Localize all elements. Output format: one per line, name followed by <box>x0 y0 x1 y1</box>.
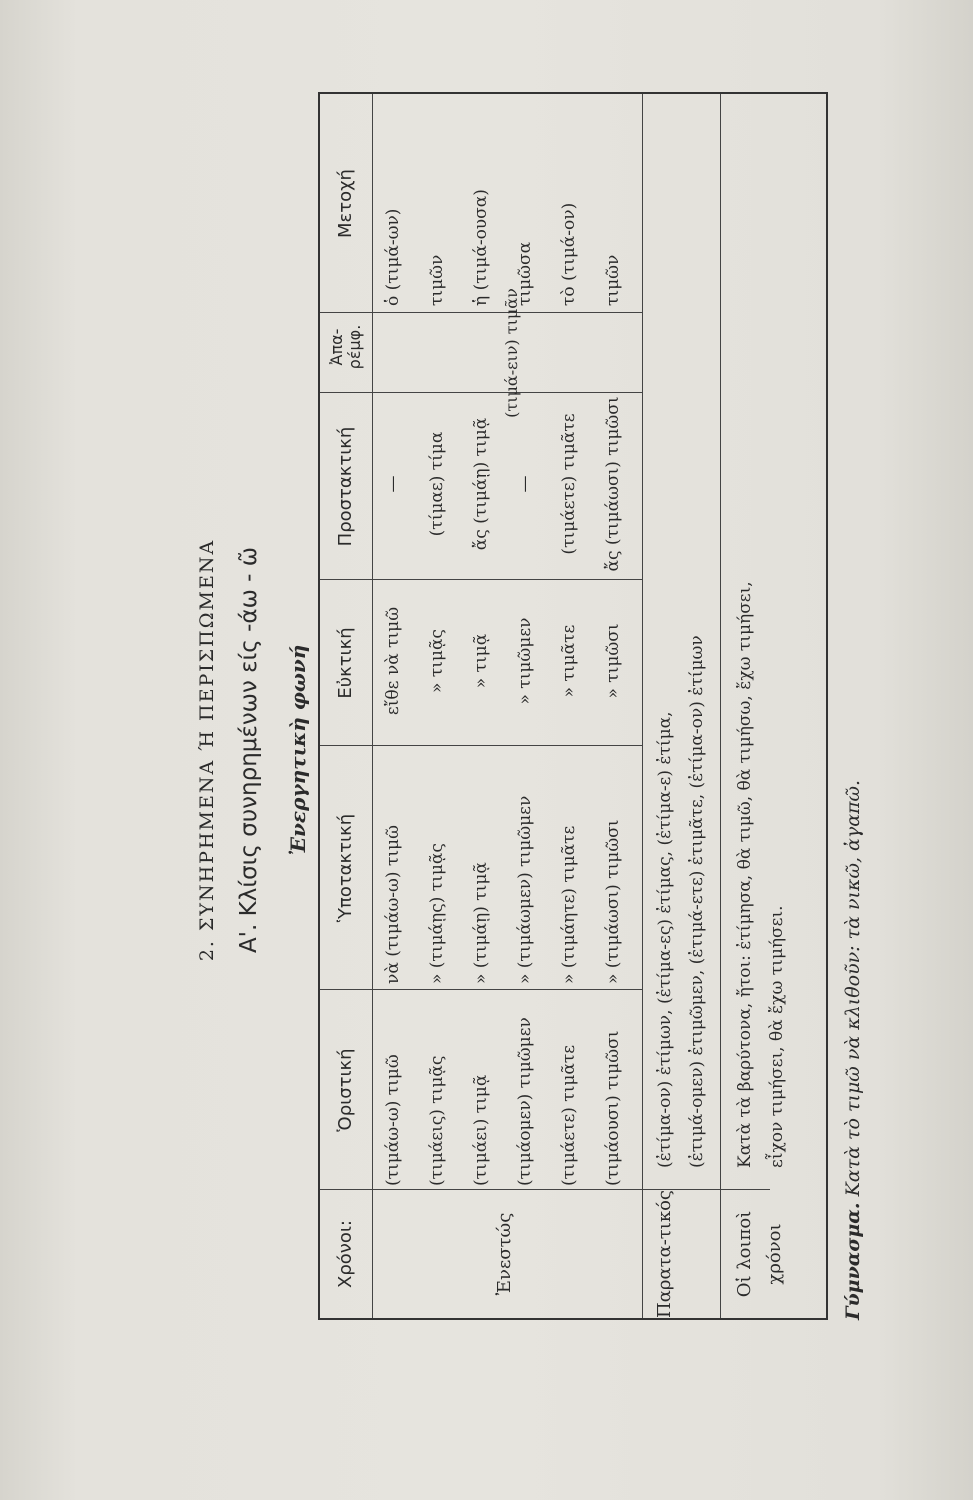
other-tenses-line-1: Κατὰ τὰ βαρύτονα, ἤτοι: ἐτίμησα, θὰ τιμῶ, θὰ τιμήσω, ἔχω τιμήσει, <box>735 581 755 1168</box>
present-optative-cell: » τιμῶμεν <box>515 617 535 705</box>
present-indicative-cell: (τιμάεις) τιμᾷς <box>427 1055 447 1186</box>
row-rule <box>642 94 643 1318</box>
exercise <box>842 780 864 1320</box>
present-optative-cell: » τιμᾷς <box>427 629 447 693</box>
present-imperative-cell: ἄς (τιμάῃ) τιμᾷ <box>471 417 491 551</box>
row-rule <box>720 94 721 1318</box>
present-subjunctive-cell: » (τιμάωσι) τιμῶσι <box>603 819 623 984</box>
other-tenses-line-2: εἶχον τιμήσει, θὰ ἔχω τιμήσει. <box>767 905 787 1168</box>
conjugation-table <box>318 92 828 1320</box>
header-rule <box>372 94 373 1318</box>
present-imperative-cell: — <box>515 475 535 493</box>
present-participle-cell: ὁ (τιμά-ων) <box>383 208 403 306</box>
present-subjunctive-cell: νὰ (τιμάω-ω) τιμῶ <box>383 825 403 984</box>
present-indicative-cell: (τιμάομεν) τιμῶμεν <box>515 1017 535 1186</box>
present-participle-cell: τὸ (τιμά-ον) <box>559 202 579 306</box>
present-optative-cell: εἴθε νὰ τιμῶ <box>383 606 403 716</box>
imperfect-line-2: (ἐτιμά-ομεν) ἐτιμῶμεν, (ἐτιμά-ετε) ἐτιμᾶτε, (ἐτίμα-ον) ἐτίμων <box>687 635 707 1168</box>
present-participle-cell: τιμῶν <box>427 254 447 306</box>
header-subjunctive: Ὑποτακτική <box>335 813 357 923</box>
present-optative-cell: » τιμᾶτε <box>559 624 579 698</box>
exercise-text: Κατὰ τὸ τιμῶ νὰ κλιθοῦν: τὰ νικῶ, ἀγαπῶ. <box>842 779 864 1197</box>
present-indicative-cell: (τιμάει) τιμᾷ <box>471 1074 491 1186</box>
present-indicative-cell: (τιμάετε) τιμᾶτε <box>559 1044 579 1186</box>
present-imperative-cell: (τιμάετε) τιμᾶτε <box>559 413 579 555</box>
present-indicative-cell: (τιμάουσι) τιμῶσι <box>603 1030 623 1186</box>
present-label: Ἐνεστώς <box>494 1212 515 1296</box>
present-subjunctive-cell: » (τιμάωμεν) τιμῶμεν <box>515 795 535 984</box>
header-imperative: Προστακτική <box>335 426 357 547</box>
present-optative-cell: » τιμᾷ <box>471 633 491 689</box>
present-participle-cell: ἡ (τιμά-ουσα) <box>471 189 491 306</box>
present-participle-cell: τιμῶσα <box>515 241 535 306</box>
present-subjunctive-cell: » (τιμάῃς) τιμᾷς <box>427 843 447 984</box>
header-tenses: Χρόνοι: <box>335 1220 357 1288</box>
present-imperative-cell: — <box>383 475 403 493</box>
present-indicative-cell: (τιμάω-ω) τιμῶ <box>383 1054 403 1186</box>
infinitive-value: (τιμά-ειν) τιμᾶν <box>501 288 521 418</box>
present-imperative-cell: ἄς (τιμάωσι) τιμῶσι <box>603 396 623 572</box>
present-participle-cell: τιμῶν <box>603 254 623 306</box>
col-divider <box>320 1189 770 1190</box>
other-tenses-label: Οἱ λοιποὶ χρόνοι <box>734 1210 785 1298</box>
imperfect-label: Παρατα-τικός <box>654 1190 675 1318</box>
header-participle: Μετοχή <box>335 169 357 238</box>
present-subjunctive-cell: » (τιμάητε) τιμᾶτε <box>559 825 579 984</box>
present-imperative-cell: (τίμαε) τίμα <box>427 431 447 537</box>
section-title: 2. ΣΥΝΗΡΗΜΕΝΑ Ή ΠΕΡΙΣΠΩΜΕΝΑ <box>196 538 218 962</box>
voice-heading: Ἐνεργητικὴ φωνή <box>286 644 310 856</box>
imperfect-line-1: (ἐτίμα-ον) ἐτίμων, (ἐτίμα-ες) ἐτίμας, (ἐτίμα-ε) ἐτίμα, <box>655 711 675 1168</box>
subtitle: Α'. Κλίσις συνηρημένων είς -άω - ῶ <box>236 546 262 954</box>
present-subjunctive-cell: » (τιμάῃ) τιμᾷ <box>471 862 491 984</box>
present-optative-cell: » τιμῶσι <box>603 623 623 699</box>
exercise-label: Γύμνασμα. <box>842 1202 864 1320</box>
header-infinitive: Ἀπα-ρέμφ. <box>327 324 364 370</box>
header-optative: Εὐκτική <box>335 627 357 699</box>
header-indicative: Ὁριστική <box>335 1048 357 1132</box>
